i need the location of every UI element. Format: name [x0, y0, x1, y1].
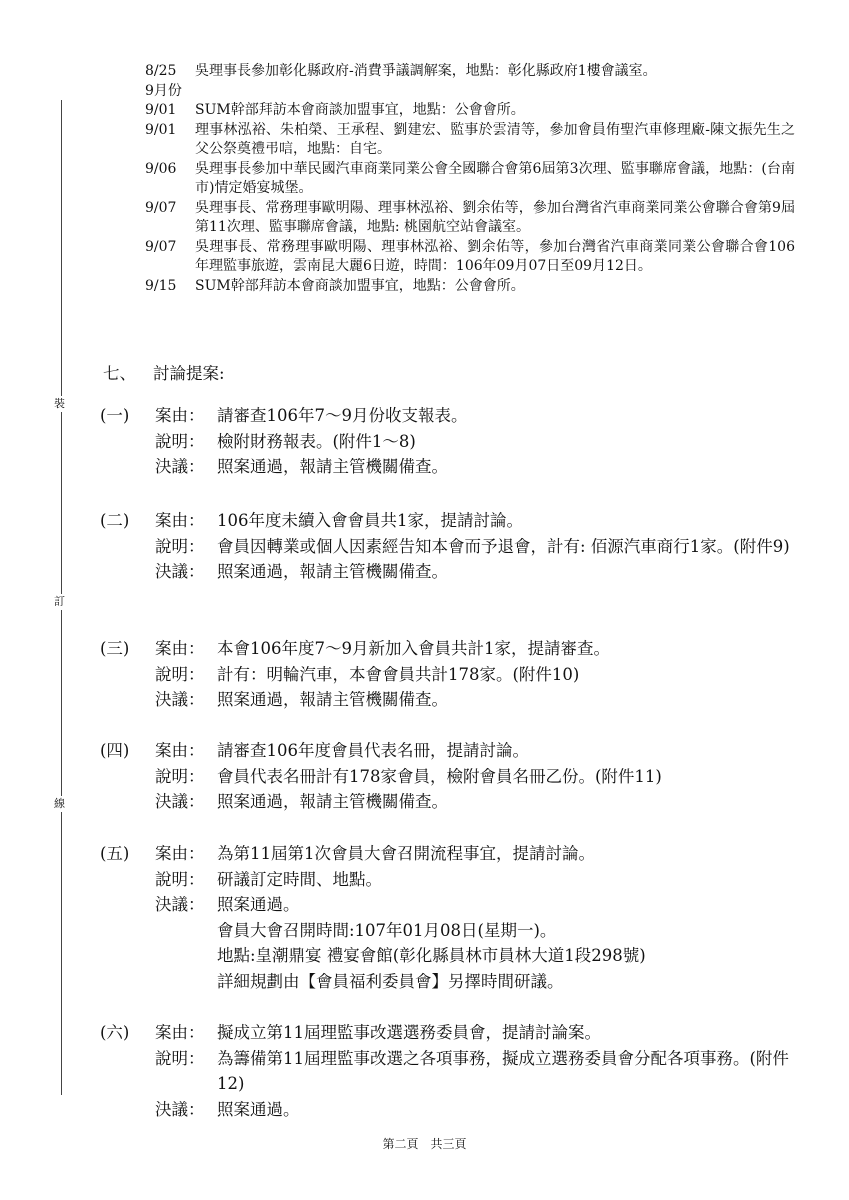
event-date: 9/01 [145, 102, 177, 118]
proposal-5 [100, 841, 790, 994]
resolution-detail: 詳細規劃由【會員福利委員會】另擇時間研議。 [217, 971, 564, 991]
proposal-resolution: 照案通過。 [217, 1099, 300, 1119]
event-text: SUM幹部拜訪本會商談加盟事宜，地點：公會會所。 [195, 277, 525, 294]
proposal-resolution: 照案通過，報請主管機關備查。 [217, 690, 448, 709]
event-row [145, 238, 795, 277]
proposal-reason: 請審查106年度會員代表名冊，提請討論。 [217, 741, 529, 760]
event-row [145, 199, 795, 238]
proposal-reason: 為第11屆第1次會員大會召開流程事宜，提請討論。 [217, 844, 595, 863]
proposal-1 [100, 403, 790, 480]
proposal-3 [100, 636, 790, 713]
event-row [145, 160, 795, 199]
proposal-explain: 研議訂定時間、地點。 [217, 869, 382, 889]
proposal-resolution: 照案通過，報請主管機關備查。 [217, 457, 448, 476]
event-row [145, 101, 795, 121]
proposal-resolution: 照案通過，報請主管機關備查。 [217, 792, 448, 811]
reason-label: 案由： [155, 844, 205, 863]
event-text: 理事林泓裕、朱柏榮、王承程、劉建宏、監事於雲清等，參加會員侑聖汽車修理廠-陳文振先生之父公祭奠禮弔唁，地點：自宅。 [195, 121, 795, 157]
event-text: 吳理事長參加中華民國汽車商業同業公會全國聯合會第6屆第3次理、監事聯席會議，地點：(台南市)情定婚宴城堡。 [195, 160, 795, 196]
binding-mark-xian: 線 [54, 797, 65, 810]
section-number: 七、 [103, 364, 136, 383]
section-title: 討論提案: [153, 364, 225, 383]
proposal-explain: 會員代表名冊計有178家會員，檢附會員名冊乙份。(附件11) [217, 766, 662, 786]
proposal-number: (五) [100, 844, 130, 863]
proposal-resolution: 照案通過，報請主管機關備查。 [217, 562, 448, 581]
resolution-label: 決議： [155, 457, 205, 476]
page-footer: 第二頁 共三頁 [382, 1137, 467, 1151]
event-date: 9月份 [145, 82, 182, 99]
explain-label: 說明： [155, 664, 205, 684]
event-text: 吳理事長參加彰化縣政府-消費爭議調解案，地點：彰化縣政府1樓會議室。 [195, 63, 657, 79]
resolution-label: 決議： [155, 1099, 205, 1119]
event-date: 9/06 [145, 160, 177, 177]
proposal-reason: 請審查106年7～9月份收支報表。 [217, 406, 468, 425]
reason-label: 案由： [155, 511, 205, 530]
reason-label: 案由： [155, 639, 205, 658]
resolution-detail: 地點:皇潮鼎宴 禮宴會館(彰化縣員林市員林大道1段298號) [217, 946, 646, 965]
proposal-number: (三) [100, 639, 130, 658]
explain-label: 說明： [155, 766, 205, 786]
explain-label: 說明： [155, 1048, 205, 1068]
reason-label: 案由： [155, 741, 205, 760]
proposal-4 [100, 738, 790, 815]
explain-label: 說明： [155, 536, 205, 556]
resolution-label: 決議： [155, 792, 205, 811]
event-text: 吳理事長、常務理事歐明陽、理事林泓裕、劉余佑等，參加台灣省汽車商業同業公會聯合會第9屆第11次理、監事聯席會議，地點: 桃園航空站會議室。 [195, 199, 795, 235]
proposal-2 [100, 508, 790, 585]
reason-label: 案由： [155, 1023, 205, 1042]
resolution-detail: 會員大會召開時間:107年01月08日(星期一)。 [217, 920, 557, 940]
event-text: 吳理事長、常務理事歐明陽、理事林泓裕、劉余佑等，參加台灣省汽車商業同業公會聯合會106年理監事旅遊，雲南昆大麗6日遊，時間：106年09月07日至09月12日。 [195, 238, 795, 274]
resolution-label: 決議： [155, 562, 205, 581]
section-heading [103, 360, 225, 384]
proposal-number: (六) [100, 1023, 130, 1042]
proposal-explain: 計有：明輪汽車，本會會員共計178家。(附件10) [217, 664, 580, 684]
proposal-number: (二) [100, 511, 130, 530]
event-date: 9/01 [145, 121, 177, 138]
event-log [145, 62, 795, 296]
explain-label: 說明： [155, 869, 205, 889]
proposal-reason: 擬成立第11屆理監事改選選務委員會，提請討論案。 [217, 1023, 601, 1042]
resolution-label: 決議： [155, 895, 205, 914]
proposal-number: (一) [100, 406, 130, 425]
binding-mark-zhuang: 裝 [54, 397, 65, 410]
proposal-6 [100, 1020, 790, 1122]
proposal-explain: 會員因轉業或個人因素經告知本會而予退會，計有: 佰源汽車商行1家。(附件9) [217, 536, 790, 556]
proposal-explain: 為籌備第11屆理監事改選之各項事務，擬成立選務委員會分配各項事務。(附件12) [217, 1048, 789, 1093]
event-date: 9/15 [145, 277, 177, 294]
proposal-number: (四) [100, 741, 130, 760]
explain-label: 說明： [155, 431, 205, 451]
event-text [195, 82, 795, 102]
event-row [145, 121, 795, 160]
resolution-label: 決議： [155, 690, 205, 709]
proposal-resolution: 照案通過。 [217, 895, 300, 914]
event-date: 9/07 [145, 199, 177, 216]
event-date: 8/25 [145, 63, 177, 79]
event-row [145, 62, 795, 82]
proposal-reason: 106年度未續入會會員共1家，提請討論。 [217, 511, 523, 530]
proposal-explain: 檢附財務報表。(附件1～8) [217, 431, 416, 451]
event-text: SUM幹部拜訪本會商談加盟事宜，地點：公會會所。 [195, 102, 525, 118]
event-date: 9/07 [145, 238, 177, 255]
reason-label: 案由： [155, 406, 205, 425]
event-row [145, 277, 795, 297]
binding-mark-ding: 訂 [54, 595, 65, 608]
month-heading [145, 82, 795, 102]
proposal-reason: 本會106年度7～9月新加入會員共計1家，提請審查。 [217, 639, 610, 658]
